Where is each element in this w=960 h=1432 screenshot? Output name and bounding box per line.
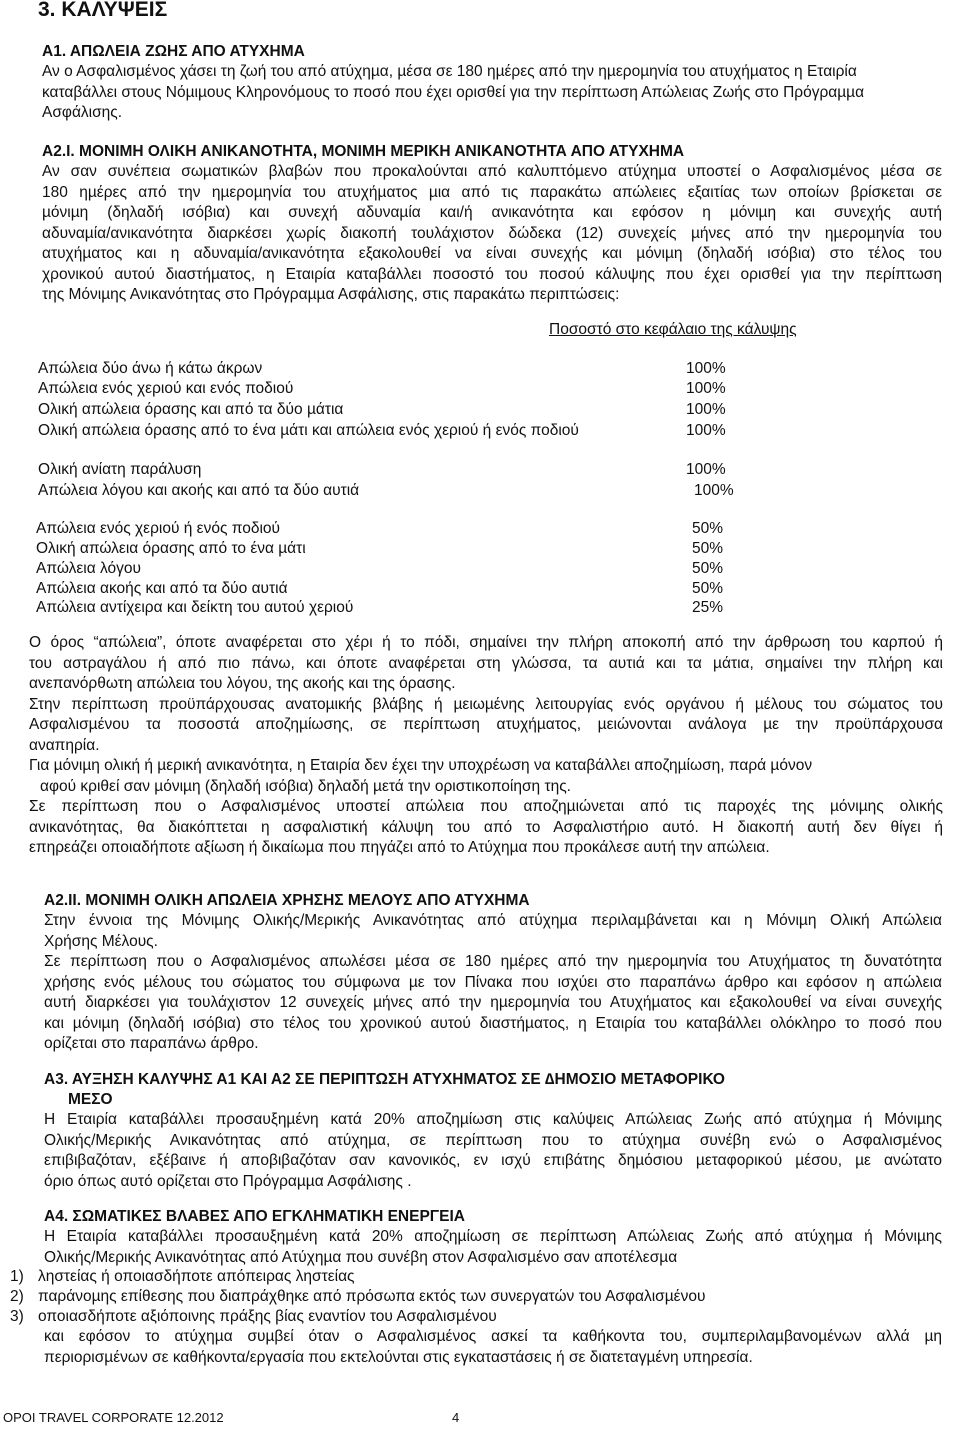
a2i-notes	[29, 633, 943, 859]
table-row-pct: 50%	[692, 540, 724, 557]
footer-page-number: 4	[452, 1410, 460, 1425]
a2i-line: ατυχήµατος και η αδυναµία/ανικανότητα εξακολουθεί να είναι συνεχής και µόνιµη (δηλαδή ισόβια) στο τέλος του	[42, 245, 942, 262]
table-row-label: Ολική απώλεια όρασης και από τα δύο µάτια	[38, 401, 344, 418]
table-row-pct: 100%	[694, 482, 734, 499]
table-row-label: Ολική απώλεια όρασης από το ένα µάτι και απώλεια ενός χεριού ή ενός ποδιού	[38, 422, 579, 439]
note-line: ανικανότητας, θα διακόπτεται η ασφαλιστική κάλυψη του από το Ασφαλιστήριο αυτό. Η διακοπή αυτή δεν θίγει ή	[29, 818, 943, 836]
a4-tail-line: και εφόσον το ατύχηµα συµβεί όταν ο Ασφαλισµένος ασκεί τα καθήκοντα του, συµπεριλαµβανοµένων αλλά µη	[44, 1328, 942, 1345]
note-line: αφού κριθεί σαν µόνιµη (δηλαδή ισόβια) δηλαδή µετά την οριστικοποίηση της.	[40, 777, 571, 795]
list-item-number: 3)	[10, 1308, 24, 1325]
table-row-pct: 100%	[686, 401, 726, 418]
a2i-line: της Μόνιµης Ανικανότητας στο Πρόγραµµα Ασφάλισης, στις παρακάτω περιπτώσεις:	[42, 286, 620, 303]
a2ii-line: ορίζεται στο παραπάνω άρθρο.	[44, 1035, 259, 1052]
note-line: αναπηρία.	[29, 736, 100, 754]
list-item: οποιασδήποτε αξιόποινης πράξης βίας εναντίον του Ασφαλισµένου	[38, 1308, 497, 1325]
a2i-line: µόνιµη (δηλαδή ισόβια) και συνεχή αδυναµία και/ή ανικανότητα και εφόσον η µόνιµη και συνεχής αυτή	[42, 204, 942, 221]
a3-title: Α3. ΑΥΞΗΣΗ ΚΑΛΥΨΗΣ Α1 ΚΑΙ Α2 ΣΕ ΠΕΡΙΠΤΩΣΗ ΑΤΥΧΗΜΑΤΟΣ ΣΕ ∆ΗΜΟΣΙΟ ΜΕΤΑΦΟΡΙΚΟ	[44, 1071, 725, 1088]
table-row-label: Απώλεια δύο άνω ή κάτω άκρων	[38, 360, 263, 377]
note-line: του αστραγάλου ή από πιο πάνω, και όποτε αναφέρεται στη γλώσσα, τα αυτιά και τα µάτια, σηµαίνει την πλήρη και	[29, 654, 943, 672]
section-heading: 3. ΚΑΛΥΨΕΙΣ	[38, 0, 168, 21]
list-item: ληστείας ή οποιασδήποτε απόπειρας ληστείας	[38, 1268, 355, 1285]
table-row-pct: 50%	[692, 560, 724, 577]
a2ii-body	[44, 911, 942, 1055]
note-line: Ο όρος “απώλεια”, όποτε αναφέρεται στο χέρι ή το πόδι, σηµαίνει την πλήρη αποκοπή από την άρθρωση του καρπού ή	[29, 634, 943, 651]
a4-tail	[44, 1327, 942, 1368]
a2ii-line: Χρήσης Μέλους.	[44, 932, 158, 950]
a3-body	[44, 1110, 942, 1192]
note-line: ανεπανόρθωτη απώλεια του λόγου, της ακοής και της όρασης.	[29, 675, 456, 692]
a3-line: όριο όπως αυτό ορίζεται στο Πρόγραµµα Ασφάλισης .	[44, 1172, 412, 1190]
note-line: επηρεάζει οποιαδήποτε αξίωση ή δικαίωµα που πηγάζει από το Ατύχηµα που προκάλεσε αυτή την απώλεια.	[29, 839, 770, 856]
note-line: Στην περίπτωση προϋπάρχουσας ανατοµικής βλάβης ή µειωµένης λειτουργίας ενός οργάνου ή µέλους του σώµατος του	[29, 695, 943, 713]
table-row-pct: 25%	[692, 599, 724, 616]
a2ii-line: και µόνιµη (δηλαδή ισόβια) στο τέλος του χρονικού αυτού διαστήµατος, η Εταιρία του καταβάλλει ολόκληρο το ποσό που	[44, 1014, 942, 1032]
note-line: Ασφαλισµένου τα ποσοστά αποζηµίωσης, σε περίπτωση ατυχήµατος, µειώνονται ανάλογα µε την προϋπάρχουσα	[29, 716, 943, 733]
a4-body	[44, 1227, 942, 1268]
list-item-number: 2)	[10, 1288, 24, 1305]
a1-body	[42, 62, 934, 124]
a3-line: Ολικής/Μερικής Ανικανότητας από ατύχηµα, σε περίπτωση που το ατύχηµα συνέβη ενώ ο Ασφαλισµένος	[44, 1131, 942, 1149]
table-row-label: Απώλεια αντίχειρα και δείκτη του αυτού χεριού	[36, 599, 354, 616]
note-line: Σε περίπτωση που ο Ασφαλισµένος υποστεί απώλεια που αποζηµιώνεται από τις παροχές της µόνιµης ολικής	[29, 798, 943, 815]
table-row-label: Απώλεια λόγου	[36, 560, 141, 577]
a2ii-line: Στην έννοια της Μόνιµης Ολικής/Μερικής Ανικανότητας από ατύχηµα περιλαµβάνεται και η Μόνιµη Ολική Απώλεια	[44, 912, 942, 929]
a3-line: επιβιβαζόταν, εξέβαινε ή αποβιβαζόταν σαν κανονικός, εν ισχύ επιβάτης δηµόσιου µεταφορικού µέσου, µε ανώτατο	[44, 1152, 942, 1169]
list-item-number: 1)	[10, 1268, 24, 1285]
table-row-pct: 100%	[686, 380, 726, 397]
table-row-pct: 100%	[686, 422, 726, 439]
table-row-label: Απώλεια λόγου και ακοής και από τα δύο αυτιά	[38, 482, 360, 499]
a1-title: Α1. ΑΠΩΛΕΙΑ ΖΩΗΣ ΑΠΟ ΑΤΥΧΗΜΑ	[42, 43, 305, 60]
note-line: Για µόνιµη ολική ή µερική ανικανότητα, η Εταιρία δεν έχει την υποχρέωση να καταβάλλει αποζηµίωση, παρά µόνον	[29, 757, 813, 774]
table-row-label: Απώλεια ενός χεριού και ενός ποδιού	[38, 380, 294, 397]
a2ii-title: Α2.ΙΙ. ΜΟΝΙΜΗ ΟΛΙΚΗ ΑΠΩΛΕΙΑ ΧΡΗΣΗΣ ΜΕΛΟΥΣ ΑΠΟ ΑΤΥΧΗΜΑ	[44, 892, 530, 909]
a1-line: καταβάλλει στους Νόµιµους Κληρονόµους το ποσό που έχει ορισθεί για την περίπτωση Απώλειας Ζωής στο Πρόγραµµα	[42, 83, 865, 101]
a2i-line: 180 ηµέρες από την ηµεροµηνία του ατυχήµατος µια από τις παρακάτω απώλειες εξαιτίας των οποίων βρίσκεται σε	[42, 183, 942, 201]
table-header: Ποσοστό στο κεφάλαιο της κάλυψης	[549, 321, 797, 338]
a2ii-line: χρήσης ενός µέλους του σώµατος του σύµφωνα µε τον Πίνακα που ισχύει στο παραπάνω άρθρο και εφόσον η απώλεια	[44, 973, 942, 991]
list-item: παράνοµης επίθεσης που διαπράχθηκε από πρόσωπα εκτός των συνεργατών του Ασφαλισµένου	[38, 1288, 706, 1305]
a2i-title: Α2.Ι. ΜΟΝΙΜΗ ΟΛΙΚΗ ΑΝΙΚΑΝΟΤΗΤΑ, ΜΟΝΙΜΗ ΜΕΡΙΚΗ ΑΝΙΚΑΝΟΤΗΤΑ ΑΠΟ ΑΤΥΧΗΜΑ	[42, 143, 685, 160]
footer-doc-id: OPOI TRAVEL CORPORATE 12.2012	[3, 1410, 224, 1425]
table-row-pct: 50%	[692, 580, 724, 597]
a2i-line: αδυναµία/ανικανότητα διαρκέσει χωρίς διακοπή τουλάχιστον δώδεκα (12) συνεχείς µήνες από την ηµεροµηνία του	[42, 224, 942, 242]
a4-tail-line: περιορισµένων σε καθήκοντα/εργασία που εκτελούνται στις εγκαταστάσεις ή σε διατεταγµένη υπηρεσία.	[44, 1348, 753, 1366]
table-row-pct: 100%	[686, 360, 726, 377]
a2i-body	[42, 162, 942, 306]
a4-title: Α4. ΣΩΜΑΤΙΚΕΣ ΒΛΑΒΕΣ ΑΠΟ ΕΓΚΛΗΜΑΤΙΚΗ ΕΝΕΡΓΕΙΑ	[44, 1208, 465, 1225]
a2i-line: χρονικού αυτού διαστήµατος, η Εταιρία καταβάλλει ποσοστό του ποσού κάλυψης που έχει ορισθεί για την περίπτωση	[42, 265, 942, 283]
a3-title-cont: ΜΕΣΟ	[68, 1091, 113, 1108]
table-row-pct: 100%	[686, 461, 726, 478]
a3-line: Η Εταιρία καταβάλλει προσαυξηµένη κατά 20% αποζηµίωση στις καλύψεις Απώλειας Ζωής από ατύχηµα ή Μόνιµης	[44, 1111, 942, 1128]
table-row-label: Ολική απώλεια όρασης από το ένα µάτι	[36, 540, 306, 557]
table-row-label: Απώλεια ακοής και από τα δύο αυτιά	[36, 580, 288, 597]
a2i-line: Αν σαν συνέπεια σωµατικών βλαβών που προκαλούνται από καλυπτόµενο ατύχηµα υποστεί ο Ασφαλισµένος µέσα σε	[42, 163, 942, 180]
a1-line: Ασφάλισης.	[42, 104, 123, 121]
a2ii-line: αυτή διαρκέσει για τουλάχιστον 12 συνεχείς µήνες από την ηµεροµηνία του Ατυχήµατος και εξακολουθεί να είναι συνεχής	[44, 994, 942, 1011]
a4-line: Ολικής/Μερικής Ανικανότητας από Ατύχηµα που συνέβη στον Ασφαλισµένο σαν αποτέλεσµα	[44, 1248, 678, 1266]
table-row-label: Απώλεια ενός χεριού ή ενός ποδιού	[36, 520, 281, 537]
a2ii-line: Σε περίπτωση που ο Ασφαλισµένος απωλέσει µέσα σε 180 ηµέρες από την ηµεροµηνία του Ατυχήµατος τη δυνατότητα	[44, 953, 942, 970]
a4-line: Η Εταιρία καταβάλλει προσαυξηµένη κατά 20% αποζηµίωση σε περίπτωση Απώλειας Ζωής από ατύχηµα ή Μόνιµης	[44, 1228, 942, 1245]
a1-line: Αν ο Ασφαλισµένος χάσει τη ζωή του από ατύχηµα, µέσα σε 180 ηµέρες από την ηµεροµηνία του ατυχήµατος η Εταιρία	[42, 63, 857, 80]
table-row-label: Ολική ανίατη παράλυση	[38, 461, 202, 478]
table-row-pct: 50%	[692, 520, 724, 537]
